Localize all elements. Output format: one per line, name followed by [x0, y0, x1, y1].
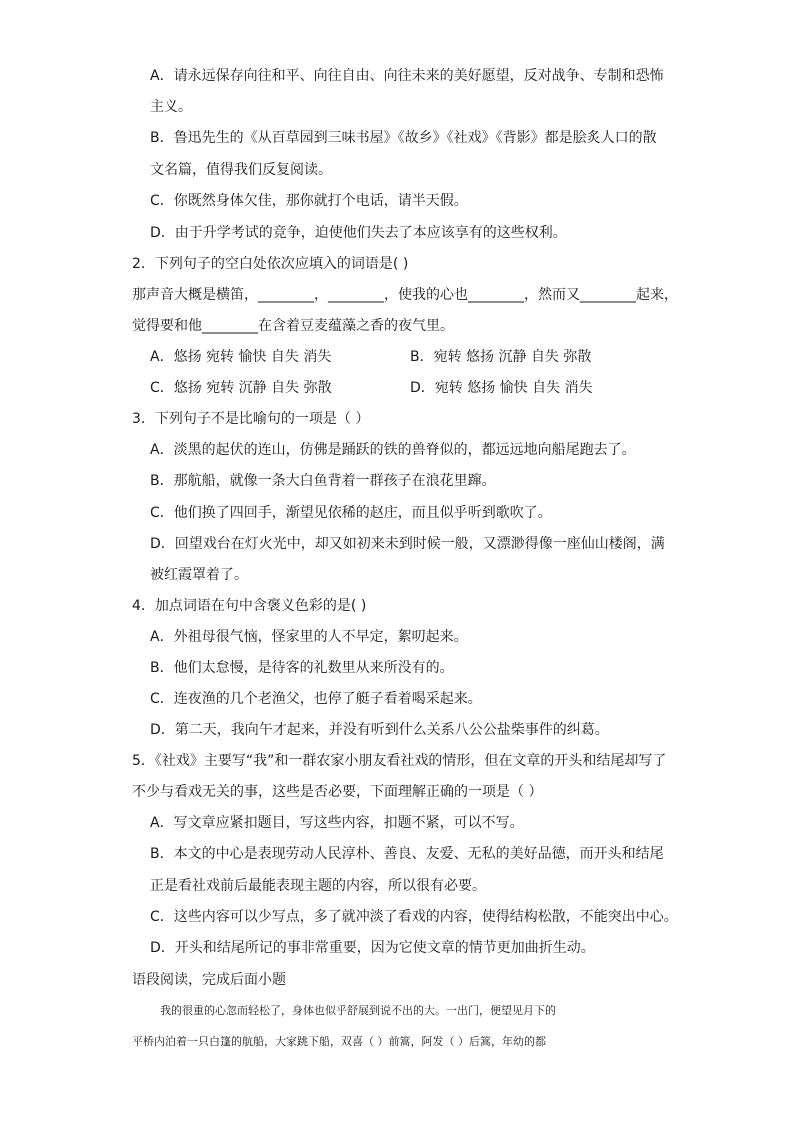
section-title: 语段阅读，完成后面小题: [132, 972, 286, 988]
q5-option-b-line1: B．本文的中心是表现劳动人民淳朴、善良、友爱、无私的美好品德，而开头和结尾: [150, 846, 664, 862]
q3-option-b: B．那航船，就像一条大白鱼背着一群孩子在浪花里蹿。: [150, 473, 496, 489]
q3-option-c: C．他们换了四回手，渐望见依稀的赵庄，而且似乎听到歌吹了。: [150, 505, 552, 521]
q4-option-a: A．外祖母很气恼，怪家里的人不早定，絮叨起来。: [150, 629, 468, 645]
q1-option-b-line1: B．鲁迅先生的《从百草园到三味书屋》《故乡》《社戏》《背影》都是脍炙人口的散: [150, 130, 657, 146]
q2-option-a: A．悠扬 宛转 愉快 自失 消失: [150, 349, 332, 365]
q4-option-d: D．第二天，我向午才起来，并没有听到什么关系八公公盐柴事件的纠葛。: [150, 722, 609, 738]
q3-option-d-line2: 被红霞罩着了。: [150, 567, 248, 583]
q2-text-line1: 那声音大概是横笛，________，________，使我的心也________，然而又________起来，: [132, 287, 678, 303]
q1-option-b-line2: 文名篇，值得我们反复阅读。: [150, 162, 332, 178]
q4-option-b: B．他们太怠慢，是待客的礼数里从来所没有的。: [150, 660, 454, 676]
passage-line2: 平桥内泊着一只白篷的航船，大家跳下船，双喜（ ）前篙，阿发（ ）后篙，年幼的都: [132, 1035, 546, 1048]
q2-text-line2: 觉得要和他________在含着豆麦蕴藻之香的夜气里。: [132, 318, 454, 334]
q5-option-a: A．写文章应紧扣题目，写这些内容，扣题不紧，可以不写。: [150, 815, 524, 831]
q2-option-c: C．悠扬 宛转 沉静 自失 弥散: [150, 380, 332, 396]
q2-option-d: D．宛转 悠扬 愉快 自失 消失: [410, 380, 593, 396]
q1-option-c: C．你既然身体欠佳，那你就打个电话，请半天假。: [150, 193, 468, 209]
q1-option-a-line2: 主义。: [150, 99, 192, 115]
q4-stem: 4．加点词语在句中含褒义色彩的是( ): [132, 598, 367, 614]
q2-option-b: B．宛转 悠扬 沉静 自失 弥散: [410, 349, 592, 365]
q1-option-a-line1: A．请永远保存向往和平、向往自由、向往未来的美好愿望，反对战争、专制和恐怖: [150, 68, 664, 84]
q4-option-c: C．连夜渔的几个老渔父，也停了艇子看着喝采起来。: [150, 691, 482, 707]
passage-line1: 我的很重的心忽而轻松了，身体也似乎舒展到说不出的大。一出门，便望见月下的: [160, 1004, 556, 1017]
q3-option-a: A．淡黑的起伏的连山，仿佛是踊跃的铁的兽脊似的，都远远地向船尾跑去了。: [150, 442, 636, 458]
q3-stem: 3．下列句子不是比喻句的一项是（ ）: [132, 411, 370, 427]
q5-stem-line2: 不少与看戏无关的事，这些是否必要，下面理解正确的一项是（ ）: [132, 784, 543, 800]
q5-stem-line1: 5．《社戏》主要写“我”和一群农家小朋友看社戏的情形，但在文章的开头和结尾却写了: [132, 753, 667, 769]
q1-option-d: D．由于升学考试的竞争，迫使他们失去了本应该享有的这些权利。: [150, 225, 567, 241]
q3-option-d-line1: D．回望戏台在灯火光中，却又如初来未到时候一般，又漂渺得像一座仙山楼阁，满: [150, 536, 665, 552]
q5-option-d: D．开头和结尾所记的事非常重要，因为它使文章的情节更加曲折生动。: [150, 940, 595, 956]
q5-option-c: C．这些内容可以少写点，多了就冲淡了看戏的内容，使得结构松散，不能突出中心。: [150, 909, 678, 925]
q5-option-b-line2: 正是看社戏前后最能表现主题的内容，所以很有必要。: [150, 878, 486, 894]
q2-stem: 2．下列句子的空白处依次应填入的词语是( ): [132, 256, 409, 272]
